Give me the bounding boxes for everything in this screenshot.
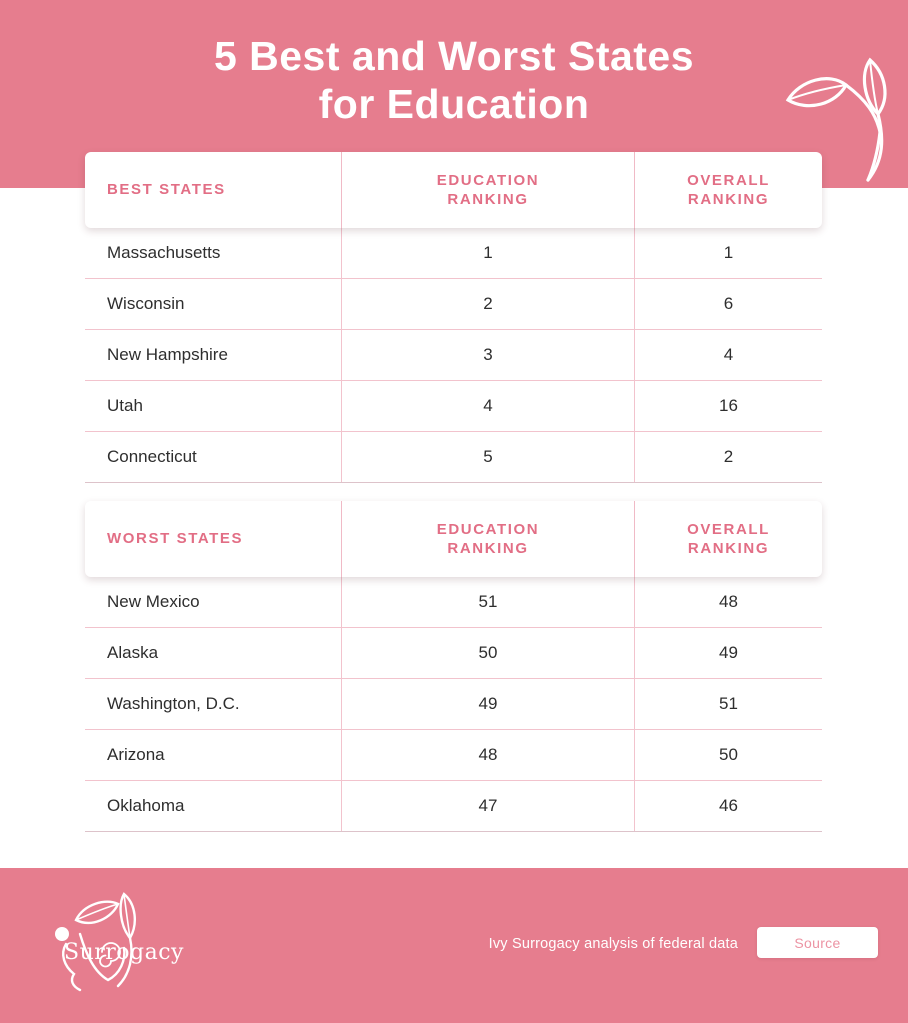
state-name: Wisconsin <box>85 279 342 329</box>
source-button[interactable]: Source <box>757 927 878 958</box>
overall-ranking-value: 50 <box>719 745 738 764</box>
best-states-rows <box>85 228 822 483</box>
education-ranking-value: 50 <box>342 628 635 678</box>
overall-ranking-value: 2 <box>723 447 734 466</box>
best-states-label: BEST STATES <box>85 152 342 228</box>
overall-ranking-header: OVERALL RANKING <box>687 171 770 208</box>
table-row <box>85 679 822 730</box>
state-name: Washington, D.C. <box>85 679 342 729</box>
education-ranking-value: 49 <box>342 679 635 729</box>
education-ranking-value: 48 <box>342 730 635 780</box>
page-title <box>0 0 908 129</box>
table-row <box>85 381 822 432</box>
overall-ranking-value: 46 <box>719 796 738 815</box>
table-row <box>85 432 822 483</box>
overall-ranking-value: 1 <box>723 243 734 262</box>
attribution-text: Ivy Surrogacy analysis of federal data <box>488 936 738 952</box>
table-row <box>85 279 822 330</box>
state-name: Connecticut <box>85 432 342 482</box>
education-ranking-value: 51 <box>342 577 635 627</box>
overall-ranking-value: 48 <box>719 592 738 611</box>
overall-ranking-value: 51 <box>719 694 738 713</box>
overall-ranking-header: OVERALL RANKING <box>687 520 770 557</box>
education-ranking-value: 47 <box>342 781 635 831</box>
table-row <box>85 730 822 781</box>
table-row <box>85 228 822 279</box>
overall-ranking-value: 16 <box>719 396 738 415</box>
state-name: New Mexico <box>85 577 342 627</box>
state-name: New Hampshire <box>85 330 342 380</box>
state-name: Utah <box>85 381 342 431</box>
education-ranking-value: 2 <box>342 279 635 329</box>
worst-states-rows <box>85 577 822 832</box>
state-name: Arizona <box>85 730 342 780</box>
best-states-table <box>85 152 822 483</box>
footer-band <box>0 868 908 1023</box>
table-row <box>85 577 822 628</box>
worst-states-label: WORST STATES <box>85 501 342 577</box>
overall-ranking-value: 49 <box>719 643 738 662</box>
education-ranking-value: 3 <box>342 330 635 380</box>
education-ranking-header: EDUCATION RANKING <box>342 152 635 228</box>
education-ranking-value: 1 <box>342 228 635 278</box>
overall-ranking-value: 4 <box>723 345 734 364</box>
table-row <box>85 628 822 679</box>
logo-word: Surrogacy <box>64 940 184 965</box>
table-row <box>85 781 822 832</box>
education-ranking-header: EDUCATION RANKING <box>342 501 635 577</box>
table-row <box>85 330 822 381</box>
page-title-line2: for Education <box>318 80 590 127</box>
overall-ranking-value: 6 <box>723 294 734 313</box>
state-name: Oklahoma <box>85 781 342 831</box>
worst-states-table <box>85 501 822 832</box>
education-ranking-value: 4 <box>342 381 635 431</box>
state-name: Massachusetts <box>85 228 342 278</box>
worst-states-header <box>85 501 822 577</box>
state-name: Alaska <box>85 628 342 678</box>
education-ranking-value: 5 <box>342 432 635 482</box>
best-states-header <box>85 152 822 228</box>
page-title-line1: 5 Best and Worst States <box>213 33 695 79</box>
